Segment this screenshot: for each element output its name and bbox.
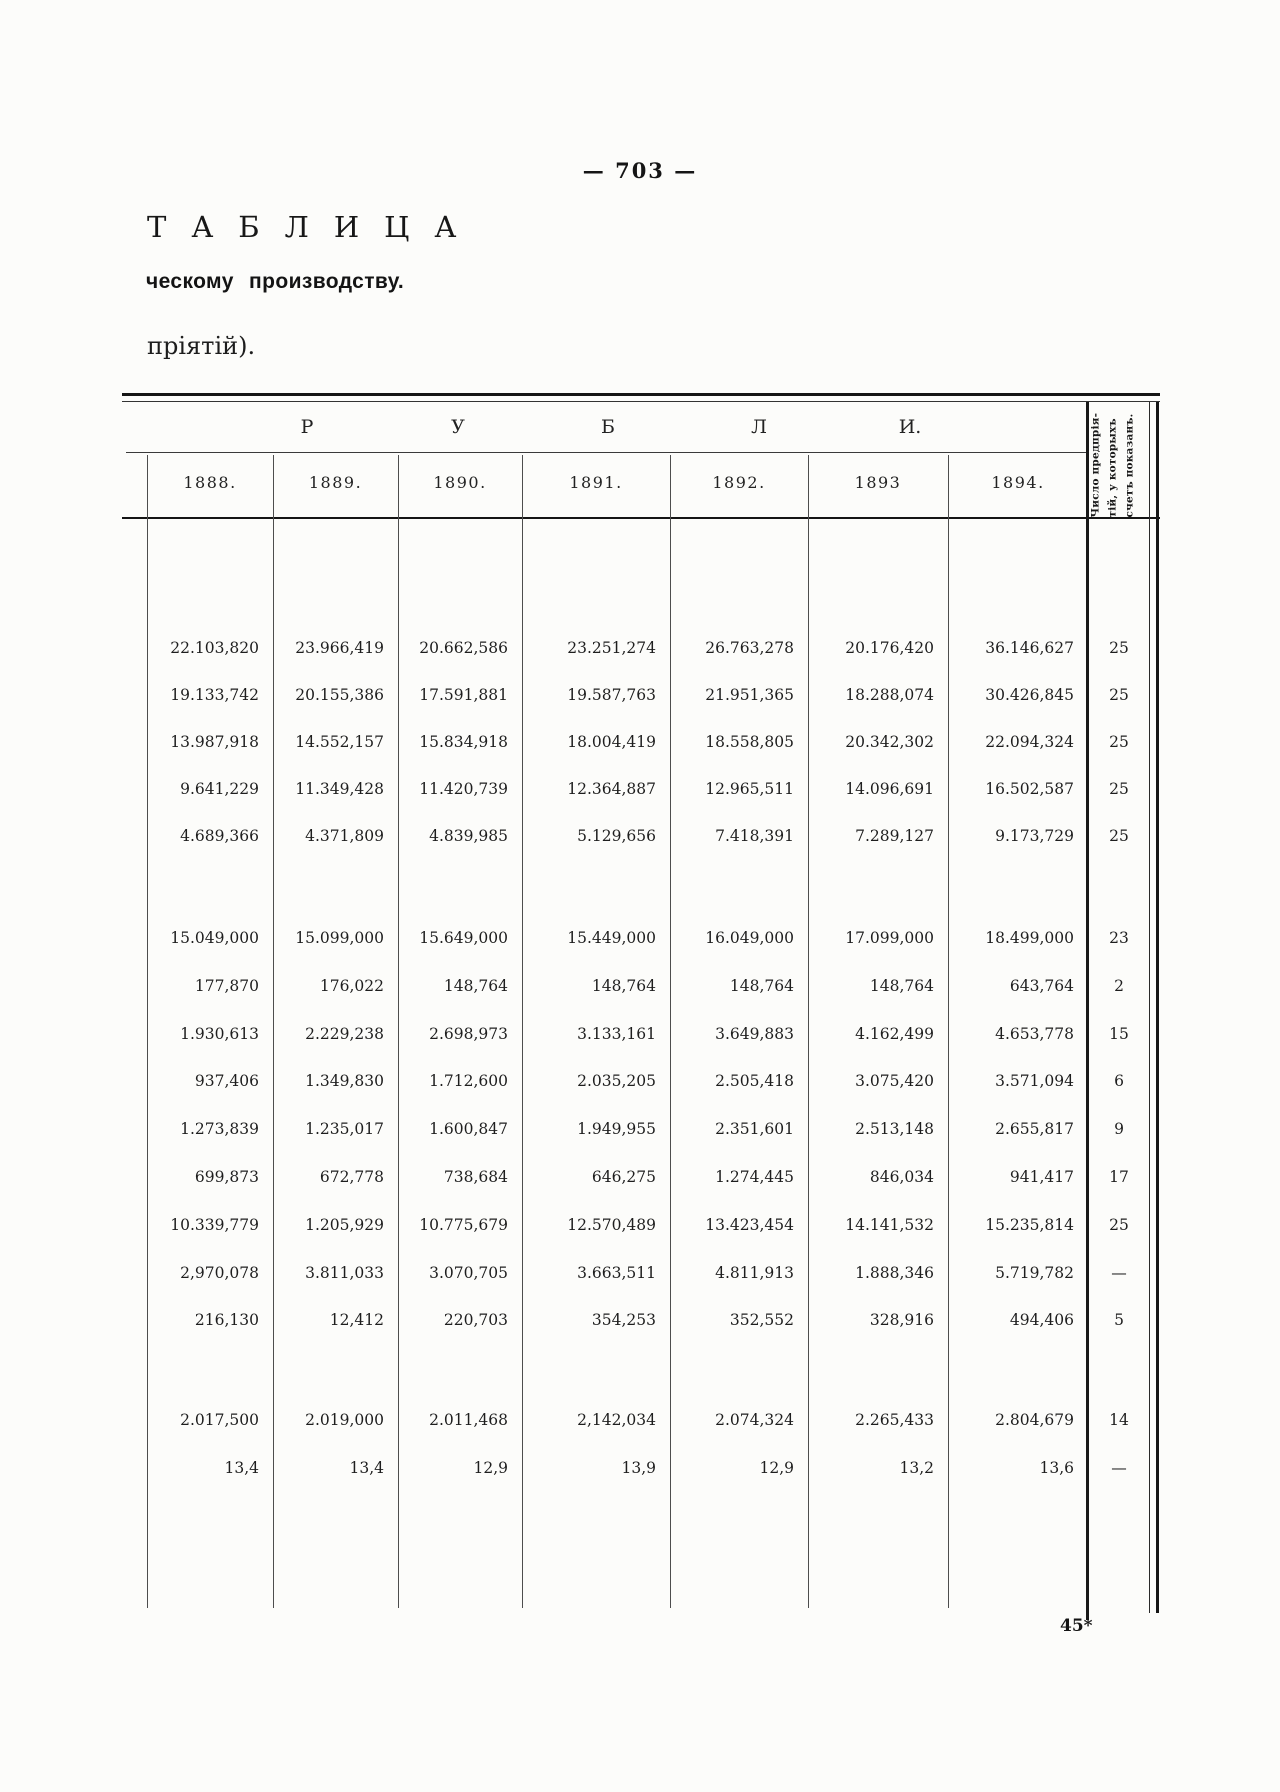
table-cell: 23.251,274 xyxy=(567,639,656,657)
table-cell: 176,022 xyxy=(319,977,384,995)
table-cell: 18.004,419 xyxy=(567,733,656,751)
count-cell: 23 xyxy=(1109,929,1129,947)
table-cell: 14.096,691 xyxy=(845,780,934,798)
table-cell: 1.235,017 xyxy=(305,1120,384,1138)
table-cell: 19.133,742 xyxy=(170,686,259,704)
table-cell: 13,9 xyxy=(621,1459,656,1477)
table-cell: 941,417 xyxy=(1009,1168,1074,1186)
table-cell: 22.103,820 xyxy=(170,639,259,657)
table-cell: 13,4 xyxy=(224,1459,259,1477)
table-cell: 5.129,656 xyxy=(577,827,656,845)
table-cell: 4.653,778 xyxy=(995,1025,1074,1043)
table-cell: 11.349,428 xyxy=(295,780,384,798)
table-cell: 30.426,845 xyxy=(985,686,1074,704)
table-cell: 20.155,386 xyxy=(295,686,384,704)
table-cell: 18.499,000 xyxy=(985,929,1074,947)
table-cell: 1.349,830 xyxy=(305,1072,384,1090)
column-divider xyxy=(522,455,523,1608)
table-cell: 738,684 xyxy=(443,1168,508,1186)
table-cell: 1.600,847 xyxy=(429,1120,508,1138)
table-cell: 2.074,324 xyxy=(715,1411,794,1429)
table-cell: 26.763,278 xyxy=(705,639,794,657)
table-cell: 1.949,955 xyxy=(577,1120,656,1138)
count-cell: 6 xyxy=(1114,1072,1124,1090)
table-cell: 14.552,157 xyxy=(295,733,384,751)
count-cell: 25 xyxy=(1109,1216,1129,1234)
table-cell: 20.662,586 xyxy=(419,639,508,657)
table-cell: 2.804,679 xyxy=(995,1411,1074,1429)
table-cell: 3.571,094 xyxy=(995,1072,1074,1090)
top-rule-thin xyxy=(122,401,1160,402)
table-cell: 3.663,511 xyxy=(577,1264,656,1282)
table-cell: 15.649,000 xyxy=(419,929,508,947)
table-cell: 1.205,929 xyxy=(305,1216,384,1234)
table-cell: 2.698,973 xyxy=(429,1025,508,1043)
table-cell: 12.364,887 xyxy=(567,780,656,798)
table-cell: 19.587,763 xyxy=(567,686,656,704)
table-cell: 15.049,000 xyxy=(170,929,259,947)
year-header: 1894. xyxy=(991,473,1045,492)
table-cell: 148,764 xyxy=(729,977,794,995)
table-cell: 699,873 xyxy=(194,1168,259,1186)
table-cell: 14.141,532 xyxy=(845,1216,934,1234)
table-cell: 16.502,587 xyxy=(985,780,1074,798)
column-divider xyxy=(147,455,148,1608)
column-divider xyxy=(670,455,671,1608)
table-cell: 4.162,499 xyxy=(855,1025,934,1043)
table-cell: 10.339,779 xyxy=(170,1216,259,1234)
count-cell: 25 xyxy=(1109,733,1129,751)
table-cell: 1.930,613 xyxy=(180,1025,259,1043)
table-cell: 2,970,078 xyxy=(180,1264,259,1282)
table-cell: 2.505,418 xyxy=(715,1072,794,1090)
ruble-letter: Р xyxy=(300,416,314,438)
year-header: 1890. xyxy=(433,473,487,492)
table-cell: 1.273,839 xyxy=(180,1120,259,1138)
ruble-letter: Л xyxy=(751,416,767,438)
table-cell: 12.965,511 xyxy=(705,780,794,798)
table-cell: 17.099,000 xyxy=(845,929,934,947)
table-cell: 21.951,365 xyxy=(705,686,794,704)
table-cell: 220,703 xyxy=(443,1311,508,1329)
table-cell: 18.558,805 xyxy=(705,733,794,751)
table-cell: 3.649,883 xyxy=(715,1025,794,1043)
table-cell: 148,764 xyxy=(443,977,508,995)
table-cell: 646,275 xyxy=(591,1168,656,1186)
table-cell: 494,406 xyxy=(1009,1311,1074,1329)
table-title: ТАБЛИЦА xyxy=(147,210,482,244)
table-cell: 2,142,034 xyxy=(577,1411,656,1429)
table-cell: 148,764 xyxy=(869,977,934,995)
table-cell: 20.342,302 xyxy=(845,733,934,751)
table-cell: 3.075,420 xyxy=(855,1072,934,1090)
count-header-line: счетъ показанъ. xyxy=(1123,413,1136,518)
table-cell: 7.289,127 xyxy=(855,827,934,845)
table-cell: 16.049,000 xyxy=(705,929,794,947)
count-cell: 14 xyxy=(1109,1411,1129,1429)
table-cell: 352,552 xyxy=(729,1311,794,1329)
count-cell: 5 xyxy=(1114,1311,1124,1329)
table-cell: 15.449,000 xyxy=(567,929,656,947)
table-cell: 12,9 xyxy=(473,1459,508,1477)
table-cell: 4.811,913 xyxy=(715,1264,794,1282)
table-cell: 13,6 xyxy=(1039,1459,1074,1477)
table-cell: 1.274,445 xyxy=(715,1168,794,1186)
top-rule-thick xyxy=(122,393,1160,396)
table-cell: 12,412 xyxy=(329,1311,384,1329)
table-cell: 15.834,918 xyxy=(419,733,508,751)
table-right-edge-inner xyxy=(1149,402,1150,1613)
table-cell: 177,870 xyxy=(194,977,259,995)
table-cell: 1.888,346 xyxy=(855,1264,934,1282)
column-divider xyxy=(273,455,274,1608)
year-header: 1892. xyxy=(712,473,766,492)
count-cell: 15 xyxy=(1109,1025,1129,1043)
table-cell: 354,253 xyxy=(591,1311,656,1329)
count-cell: 9 xyxy=(1114,1120,1124,1138)
table-cell: 17.591,881 xyxy=(419,686,508,704)
table-cell: 22.094,324 xyxy=(985,733,1074,751)
table-cell: 2.265,433 xyxy=(855,1411,934,1429)
page-number: — 703 — xyxy=(582,158,698,183)
column-divider xyxy=(808,455,809,1608)
ruble-letter: У xyxy=(451,416,465,438)
table-cell: 15.099,000 xyxy=(295,929,384,947)
table-cell: 36.146,627 xyxy=(985,639,1074,657)
table-cell: 216,130 xyxy=(194,1311,259,1329)
table-cell: 5.719,782 xyxy=(995,1264,1074,1282)
table-cell: 846,034 xyxy=(869,1168,934,1186)
table-cell: 2.035,205 xyxy=(577,1072,656,1090)
table-cell: 328,916 xyxy=(869,1311,934,1329)
table-right-edge-outer xyxy=(1156,402,1159,1613)
ruble-letter: Б xyxy=(601,416,615,438)
table-cell: 13,4 xyxy=(349,1459,384,1477)
ruble-letter: И. xyxy=(898,416,922,438)
table-cell: 7.418,391 xyxy=(715,827,794,845)
table-cell: 10.775,679 xyxy=(419,1216,508,1234)
table-cell: 4.689,366 xyxy=(180,827,259,845)
table-cell: 3.070,705 xyxy=(429,1264,508,1282)
count-cell: 25 xyxy=(1109,780,1129,798)
count-header-line: тій, у которыхъ xyxy=(1106,418,1119,518)
table-cell: 2.513,148 xyxy=(855,1120,934,1138)
count-cell: 25 xyxy=(1109,639,1129,657)
letters-underline xyxy=(126,452,1088,453)
table-cell: 23.966,419 xyxy=(295,639,384,657)
years-underline xyxy=(122,517,1160,519)
column-divider xyxy=(398,455,399,1608)
year-header: 1888. xyxy=(183,473,237,492)
table-cell: 2.017,500 xyxy=(180,1411,259,1429)
table-cell: 13,2 xyxy=(899,1459,934,1477)
table-cell: 643,764 xyxy=(1009,977,1074,995)
table-cell: 9.641,229 xyxy=(180,780,259,798)
enterprises-fragment: пріятій). xyxy=(147,332,256,360)
table-cell: 2.019,000 xyxy=(305,1411,384,1429)
year-header: 1891. xyxy=(569,473,623,492)
count-column-header xyxy=(1088,403,1150,518)
table-cell: 2.351,601 xyxy=(715,1120,794,1138)
table-cell: 148,764 xyxy=(591,977,656,995)
table-cell: 4.371,809 xyxy=(305,827,384,845)
table-cell: 3.811,033 xyxy=(305,1264,384,1282)
table-cell: 13.987,918 xyxy=(170,733,259,751)
column-divider xyxy=(948,455,949,1608)
count-cell: — xyxy=(1111,1459,1127,1477)
table-cell: 2.229,238 xyxy=(305,1025,384,1043)
count-cell: 17 xyxy=(1109,1168,1129,1186)
table-cell: 12,9 xyxy=(759,1459,794,1477)
table-cell: 2.011,468 xyxy=(429,1411,508,1429)
table-cell: 18.288,074 xyxy=(845,686,934,704)
table-cell: 1.712,600 xyxy=(429,1072,508,1090)
table-cell: 3.133,161 xyxy=(577,1025,656,1043)
table-cell: 13.423,454 xyxy=(705,1216,794,1234)
production-heading-fragment: ческому производству. xyxy=(146,270,405,293)
count-cell: 25 xyxy=(1109,827,1129,845)
count-header-line: Число предпрія- xyxy=(1089,412,1102,518)
year-header: 1889. xyxy=(308,473,363,492)
table-cell: 15.235,814 xyxy=(985,1216,1074,1234)
table-cell: 9.173,729 xyxy=(995,827,1074,845)
table-cell: 20.176,420 xyxy=(845,639,934,657)
footer-mark: 45* xyxy=(1060,1616,1093,1636)
table-cell: 4.839,985 xyxy=(429,827,508,845)
count-cell: 25 xyxy=(1109,686,1129,704)
count-cell: 2 xyxy=(1114,977,1124,995)
count-cell: — xyxy=(1111,1264,1127,1282)
year-header: 1893 xyxy=(854,473,902,492)
table-cell: 12.570,489 xyxy=(567,1216,656,1234)
count-column-divider xyxy=(1086,402,1089,1620)
table-cell: 937,406 xyxy=(194,1072,259,1090)
table-cell: 672,778 xyxy=(319,1168,384,1186)
table-cell: 11.420,739 xyxy=(419,780,508,798)
table-cell: 2.655,817 xyxy=(995,1120,1074,1138)
